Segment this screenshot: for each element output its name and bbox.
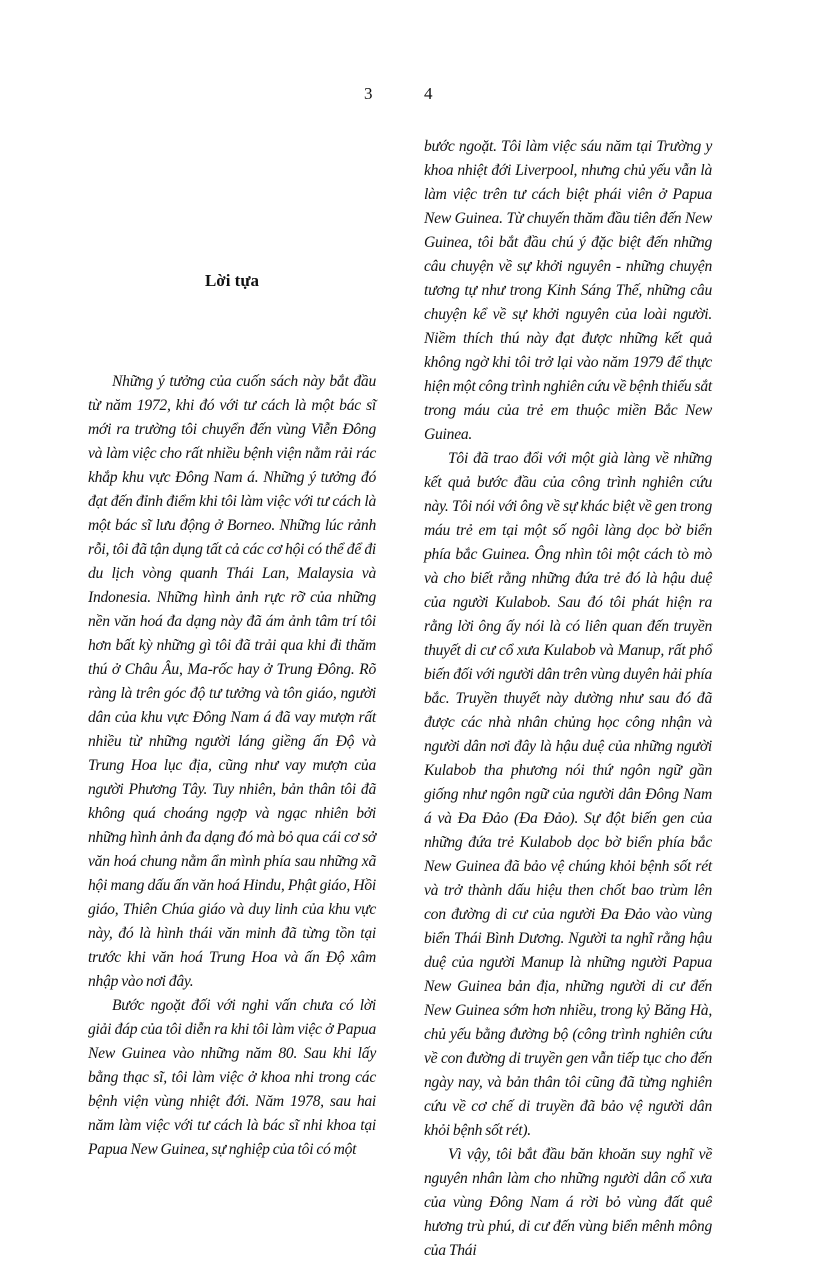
right-paragraph-3: Vì vậy, tôi bắt đầu băn khoăn suy nghĩ về nguyên nhân làm cho những người dân cổ xưa của vùng Đông Nam á rời bỏ vùng đất quê hương trù phú, di cư đến vùng biển mênh mông của Thái [424,1146,712,1259]
left-paragraph-2: Bước ngoặt đối với nghi vấn chưa có lời giải đáp của tôi diễn ra khi tôi làm việc ở Papua New Guinea vào những năm 80. Sau khi lấy bằng thạc sĩ, tôi làm việc ở khoa nhi trong các bệnh viện vùng nhiệt đới. Năm 1978, sau hai năm làm việc với tư cách là bác sĩ nhi khoa tại Papua New Guinea, sự nghiệp của tôi có một [88,997,376,1158]
left-paragraph-1: Những ý tưởng của cuốn sách này bắt đầu từ năm 1972, khi đó với tư cách là một bác sĩ mới ra trường tôi chuyển đến vùng Viễn Đông và làm việc cho rất nhiều bệnh viện nằm rải rác khắp khu vực Đông Nam á. Những ý tưởng đó đạt đến đỉnh điểm khi tôi làm việc với tư cách là một bác sĩ lưu động ở Borneo. Những lúc rảnh rỗi, tôi đã tận dụng tất cả các cơ hội có thể để đi du lịch vòng quanh Thái Lan, Malaysia và Indonesia. Những hình ảnh rực rỡ của những nền văn hoá đa dạng này đã ám ảnh tâm trí tôi hơn bất kỳ những gì tôi đã trải qua khi đi thăm thú ở Châu Âu, Ma-rốc hay ở Trung Đông. Rõ ràng là trên góc độ tư tưởng và tôn giáo, người dân của khu vực Đông Nam á đã vay mượn rất nhiều từ những người láng giềng ấn Độ và Trung Hoa lục địa, cũng như vay mượn của người Phương Tây. Tuy nhiên, bản thân tôi đã không quá choáng ngợp và ngạc nhiên bởi những hình ảnh đa dạng đó mà bỏ qua cái cơ sở văn hoá chung nằm ẩn mình phía sau những xã hội mang dấu ấn văn hoá Hindu, Phật giáo, Hồi giáo, Thiên Chúa giáo và duy linh của khu vực này, đó là hình thái văn minh đã từng tồn tại trước khi văn hoá Trung Hoa và ấn Độ xâm nhập vào nơi đây. [88,373,376,990]
right-paragraph-2: Tôi đã trao đổi với một già làng về những kết quả bước đầu của công trình nghiên cứu này. Tôi nói với ông về sự khác biệt về gen trong máu trẻ em tại một số ngôi làng dọc bờ biển phía bắc Guinea. Ông nhìn tôi một cách tò mò và cho biết rằng những đứa trẻ đó là hậu duệ của người Kulabob. Sau đó tôi phát hiện ra rằng lời ông ấy nói là có liên quan đến truyền thuyết di cư cổ xưa Kulabob và Manup, rất phổ biến đối với người dân trên vùng duyên hải phía bắc. Truyền thuyết này dường như sau đó đã được các nhà nhân chủng học công nhận và người dân nơi đây là hậu duệ của những người Kulabob tha phương nói thứ ngôn ngữ gần giống như ngôn ngữ của người dân Đông Nam á và Đa Đảo (Đa Đảo). Sự đột biến gen của những đứa trẻ Kulabob dọc bờ biển phía bắc New Guinea đã bảo vệ chúng khỏi bệnh sốt rét và trở thành dấu hiệu then chốt bao trùm lên con đường di cư của người Đa Đảo vào vùng biển Thái Bình Dương. Người ta nghĩ rằng hậu duệ của người Manup là những người Papua New Guinea bản địa, những người di cư đến New Guinea sớm hơn nhiều, trong kỷ Băng Hà, chủ yếu bằng đường bộ (công trình nghiên cứu về con đường di truyền gen vẫn tiếp tục cho đến ngày nay, và bản thân tôi cũng đã từng nghiên cứu về cơ chế di truyền đã bảo vệ người dân khỏi bệnh sốt rét). [424,450,712,1139]
right-paragraph-1: bước ngoặt. Tôi làm việc sáu năm tại Trường y khoa nhiệt đới Liverpool, nhưng chủ yếu vẫn là làm việc trên tư cách biệt phái viên ở Papua New Guinea. Từ chuyến thăm đầu tiên đến New Guinea, tôi bắt đầu chú ý đặc biệt đến những câu chuyện về sự khởi nguyên - những chuyện tương tự như trong Kinh Sáng Thế, những câu chuyện kể về sự khởi nguyên của loài người. Niềm thích thú này đạt được những kết quả không ngờ khi tôi trở lại vào năm 1979 để thực hiện một công trình nghiên cứu về bệnh thiếu sắt trong máu của trẻ em thuộc miền Bắc New Guinea. [424,138,712,443]
page-number-left: 3 [364,84,373,103]
right-column [424,135,712,1263]
left-column [88,370,376,1162]
page-number-right: 4 [424,84,433,103]
preface-title: Lời tựa [204,271,260,290]
